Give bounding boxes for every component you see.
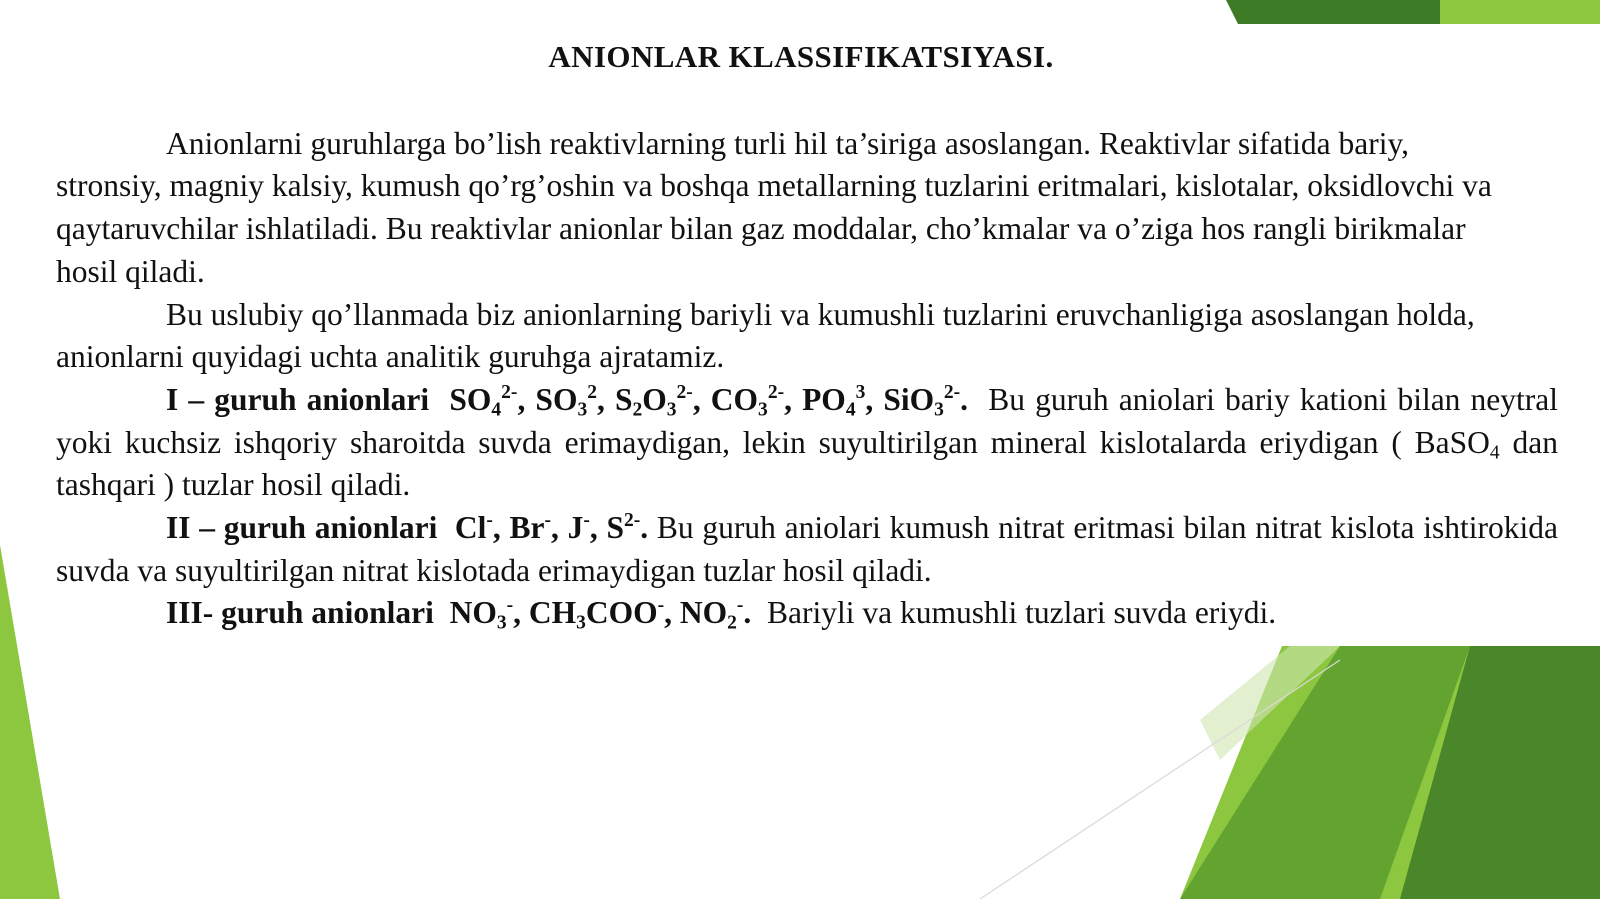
top-right-light-strip (1440, 0, 1600, 24)
paragraph-method: Bu uslubiy qo’llanmada biz anionlarning bariyli va kumushli tuzlarini eruvchanligiga asoslangan holda, anionlarni quyidagi uchta analitik guruhga ajratamiz. (56, 296, 1475, 375)
slide-title: ANIONLAR KLASSIFIKATSIYASI. (548, 39, 1054, 74)
slide-content (56, 30, 1558, 635)
paragraph-intro: Anionlarni guruhlarga bo’lish reaktivlarning turli hil ta’siriga asoslangan. Reaktivlar sifatida bariy, stronsiy, magniy kalsiy, kumush qo’rg’oshin va boshqa metallarning tuzlarini eritmalari, kislotalar, oksidlovchi va qaytaruvchilar ishlatiladi. Bu reaktivlar anionlar bilan gaz moddalar, cho’kmalar va o’ziga hos rangli birikmalar hosil qiladi. (56, 125, 1492, 289)
group-1-description-end: dan tashqari ) tuzlar hosil qiladi. (56, 424, 1559, 503)
group-3-description: Bariyli va kumushli tuzlari suvda eriydi. (767, 595, 1277, 631)
group-3-ions: $NO_3^-$, $CH_3COO^-$, $NO_2^-$. (449, 595, 752, 634)
left-green-sliver (0, 545, 60, 899)
paragraph-group-2 (56, 507, 1558, 592)
top-right-dark-strip (1226, 0, 1440, 24)
baso4-subscript: 4 (1489, 442, 1500, 464)
group-1-description: Bu guruh aniolari bariy kationi bilan neytral yoki kuchsiz ishqoriy sharoitda suvda erimaydigan, lekin suyultirilgan mineral kislotalarda eriydigan ( BaSO (56, 381, 1558, 460)
paragraph-group-1 (56, 379, 1558, 507)
group-2-label: II – guruh anionlari (166, 510, 438, 546)
group-3-label: III- guruh anionlari (166, 595, 434, 631)
group-1-label: I – guruh anionlari (166, 381, 430, 417)
group-2-ions: Cl-, Br-, J-, $S^{2-}$. (454, 509, 649, 546)
paragraph-group-3 (56, 592, 1558, 635)
group-1-ions: $SO_4^{2-}$, $SO_3^2$, $S_2O_3^{2-}$, $CO_3^{2-}$, $PO_4^3$, SiO$_3^{2-}$. (449, 381, 969, 421)
group-2-description: Bu guruh aniolari kumush nitrat eritmasi bilan nitrat kislota ishtirokida suvda va suyultirilgan nitrat kislotada erimaydigan tuzlar hosil qiladi. (56, 510, 1558, 588)
